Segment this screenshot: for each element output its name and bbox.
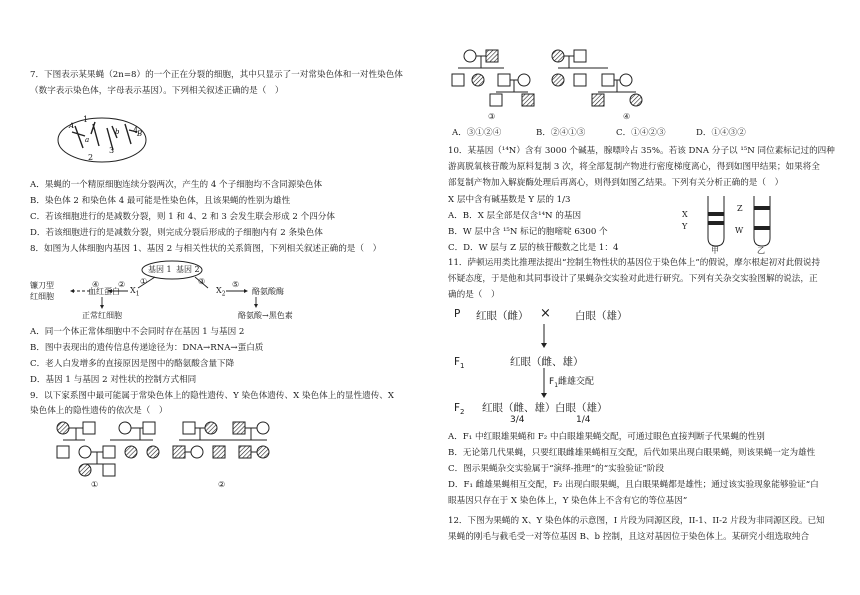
q10-option-b: A．B．X 层全部是仅含¹⁴N 的基因 [448,211,582,221]
q8-x2-label [216,286,226,298]
q8-stem: 8．如图为人体细胞内基因 1、基因 2 与相关性状的关系简图，下列相关叙述正确的是（ ） [30,244,382,254]
q9-option-c: C．①④②③ [616,128,666,138]
q10-stem-line1: 10．某基因（¹⁴N）含有 3000 个碱基，腺嘌呤占 35%。若该 DNA 分子以 ¹⁵N 同位素标记过的四种 [448,146,835,156]
q11-f1-letter: F [454,356,461,368]
q10-tube-label-jia: 甲 [711,246,719,255]
q11-f1-label [454,356,465,370]
q10-stem-line3: 部复制产物加入解旋酶处理后再离心，则得到如图乙结果。下列有关分析正确的是（ ） [448,178,784,188]
q11-option-a: A．F₁ 中红眼雄果蝇和 F₂ 中白眼雄果蝇交配，可通过眼色直接判断子代果蝇的性别 [448,432,765,442]
q11-f2-label [454,402,465,416]
q7-fig-num-2: 2 [88,153,94,162]
q8-x1-letter: X [130,286,136,295]
q10-tube-label-w: W [735,226,744,235]
q8-gene1-label: 基因 1 [148,265,172,274]
q7-fig-num-1: 1 [83,115,89,124]
q11-stem-line1: 11．萨顿运用类比推理法提出“控制生物性状的基因位于染色体上”的假说，摩尔根起初对此假说持 [448,258,821,268]
q11-p-red-female: 红眼（雌） [476,310,529,322]
q11-f2-ratio-white: 1/4 [576,415,591,425]
q11-p-white-male: 白眼（雄） [575,310,628,322]
q8-tyrosine-melanin-label: 酪氨酸→黑色素 [238,311,293,320]
q7-fig-num-4: 4 [133,126,139,135]
q11-f2-ratio-red: 3/4 [510,415,525,425]
q10-option-a: X 层中含有碱基数是 Y 层的 1/3 [448,195,571,205]
q9-stem-line1: 9．以下家系图中最可能属于常染色体上的隐性遗传、Y 染色体遗传、X 染色体上的显性遗传、X [30,391,394,401]
q8-sickle-line2: 红细胞 [30,292,54,301]
q8-option-b: B．图中表现出的遗传信息传递途径为：DNA→RNA→蛋白质 [30,343,264,353]
q9-pedigree-label-2: ② [218,480,226,489]
q12-stem-line1: 12．下图为果蝇的 X、Y 染色体的示意图，I 片段为同源区段，II-1、II-2 片段为非同源区段。已知 [448,516,825,526]
q11-f1-phenotype: 红眼（雌、雄） [510,356,584,368]
svg-text:B: B [137,130,143,138]
q11-option-d-line1: D．F₁ 雌雄果蝇相互交配，F₂ 出现白眼果蝇，且白眼果蝇都是雄性；通过该实验现象能够验证“白 [448,480,819,490]
q9-option-a: A．③①②④ [452,128,502,138]
q11-f2-white: 白眼（雄） [555,402,608,414]
q10-tube-label-z: Z [737,204,743,213]
q9-option-b: B．②④①③ [536,128,586,138]
q9-stem-line2: 染色体上的隐性遗传的依次是（ ） [30,406,168,416]
q7-option-b: B．染色体 2 和染色体 4 最可能是性染色体，且该果蝇的性别为雄性 [30,196,291,206]
q8-gene2-label: 基因 2 [176,265,200,274]
q12-stem-line2: 果蝇的刚毛与截毛受一对等位基因 B、b 控制，且这对基因位于染色体上。某研究小组选取纯合 [448,532,810,542]
q11-option-d-line2: 眼基因只存在于 X 染色体上，Y 染色体上不含有它的等位基因” [448,496,688,506]
q11-option-c: C．图示果蝇杂交实验属于“演绎-推理”的“实验验证”阶段 [448,464,665,474]
q8-step1-label: ① [140,277,148,286]
q11-p-label: P [454,308,461,320]
q8-tyrosinase-label: 酪氨酸酶 [252,287,284,296]
q11-f1-cross-label [549,374,594,389]
q8-hemoglobin-label: 血红蛋白 [88,287,120,296]
q11-f1-cross-letter: F [549,377,555,387]
q11-stem-line3: 确的是（ ） [448,290,500,300]
q8-step5-label: ⑤ [232,280,240,289]
q10-option-d: C．D．W 层与 Z 层的核苷酸数之比是 1：4 [448,243,619,253]
q8-option-c: C．老人白发增多的直接原因是图中的酪氨酸含量下降 [30,359,235,369]
q8-sickle-line1: 镰刀型 [30,281,54,290]
q7-stem-line2: （数字表示染色体，字母表示基因）。下列相关叙述正确的是（ ） [30,86,284,96]
q7-option-d: D．若该细胞进行的是减数分裂，则完成分裂后形成的子细胞内有 2 条染色体 [30,228,323,238]
q8-x2-subscript: 2 [221,290,226,298]
q8-option-a: A．同一个体正常体细胞中不会同时存在基因 1 与基因 2 [30,327,245,337]
q10-stem-line2: 游离脱氧核苷酸为原料复制 3 次，将全部复制产物进行密度梯度离心，得到如图甲结果；如果将全 [448,162,820,172]
q8-step4-label: ④ [92,280,100,289]
q7-cell-figure [55,114,150,169]
q9-pedigree-label-3: ③ [488,112,496,121]
q8-step2-label: ② [118,280,126,289]
q10-tube-label-x: X [682,210,688,219]
q10-centrifuge-tubes [694,194,784,254]
q8-x2-letter: X [216,286,222,295]
q8-x1-subscript: 1 [135,290,140,298]
q11-stem-line2: 怀疑态度，于是他和其同事设计了果蝇杂交实验对此进行研究。下列有关杂交实验图解的说法，正 [448,274,818,284]
q11-f2-subscript: 2 [460,408,465,417]
q7-option-a: A．果蝇的一个精原细胞连续分裂两次，产生的 4 个子细胞均不含同源染色体 [30,180,323,190]
q8-option-d: D．基因 1 与基因 2 对性状的控制方式相同 [30,375,197,385]
q11-f1-subscript: 1 [460,362,465,371]
q9-pedigrees-3-4 [448,48,648,110]
svg-text:b: b [115,128,120,136]
q10-option-c: B．W 层中含 ¹⁵N 标记的胞嘧啶 6300 个 [448,227,608,237]
q8-normal-rbc-label: 正常红细胞 [82,311,122,320]
q11-f2-red: 红眼（雌、雄） [482,402,556,414]
q9-pedigree-label-4: ④ [623,112,631,121]
q11-f2-letter: F [454,402,461,414]
q10-tube-label-yi: 乙 [757,246,765,255]
q8-gene-diagram [30,260,360,322]
q11-cross-symbol: × [540,306,551,321]
left-column [30,0,430,595]
q11-f1-cross-text: 雌雄交配 [558,377,595,387]
q11-option-b: B．无论第几代果蝇，只要红眼雌雄果蝇相互交配，后代如果出现白眼果蝇，则该果蝇一定为雄性 [448,448,816,458]
q9-pedigrees-1-2 [55,420,275,485]
q9-option-d: D．①④③② [696,128,746,138]
q7-stem-line1: 7．下图表示某果蝇（2n=8）的一个正在分裂的细胞，其中只显示了一对常染色体和一对性染色体 [30,70,403,80]
q11-f1-cross-subscript: 1 [554,381,559,389]
q9-pedigree-label-1: ① [91,480,99,489]
q11-cross-diagram [448,302,778,430]
q10-tube-label-y: Y [682,222,688,231]
right-column [448,0,843,595]
q7-fig-num-3: 3 [109,146,115,155]
q7-option-c: C．若该细胞进行的是减数分裂，则 1 和 4、2 和 3 会发生联会形成 2 个四分体 [30,212,335,222]
q8-x1-label [130,286,140,298]
q8-step3-label: ③ [198,277,206,286]
svg-text:A: A [69,122,75,130]
svg-text:a: a [85,136,90,144]
